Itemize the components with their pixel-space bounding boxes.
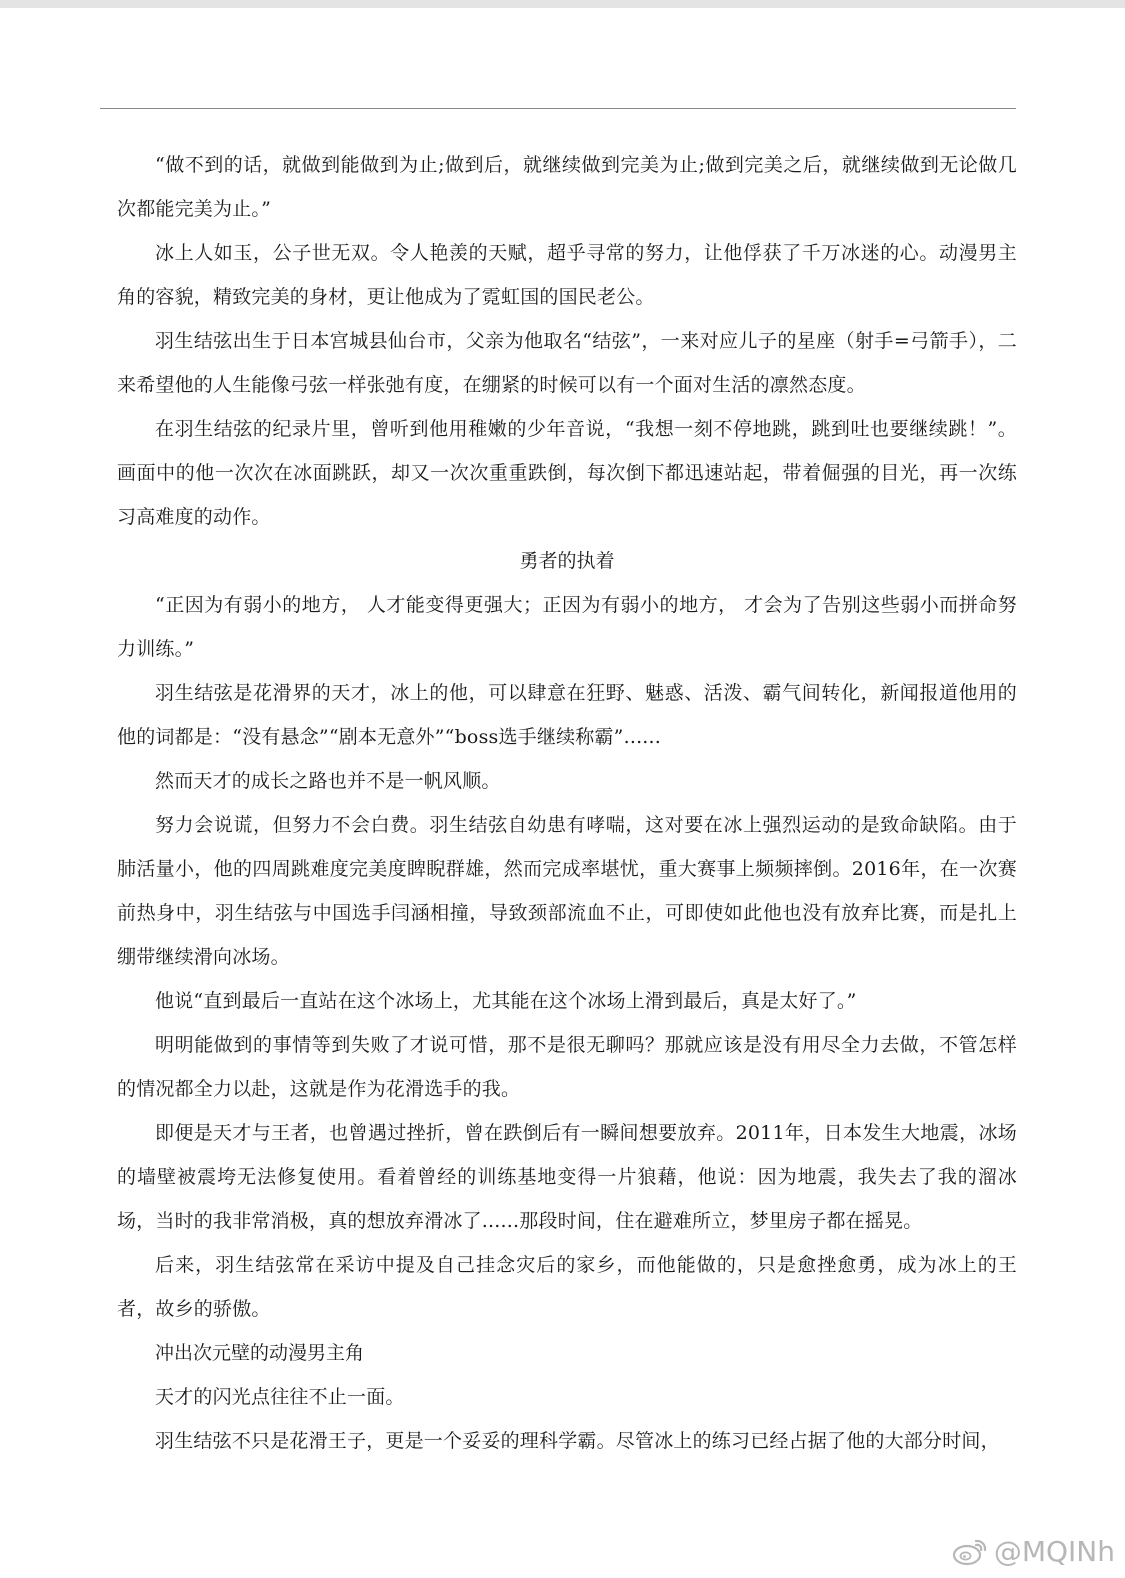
paragraph: 羽生结弦出生于日本宫城县仙台市，父亲为他取名“结弦”，一来对应儿子的星座（射手=弓箭手），二来希望他的人生能像弓弦一样张弛有度，在绷紧的时候可以有一个面对生活的凛然态度。	[117, 330, 1017, 396]
section-heading: 勇者的执着	[519, 550, 615, 572]
top-strip	[0, 0, 1125, 8]
paragraph: 他说“直到最后一直站在这个冰场上，尤其能在这个冰场上滑到最后，真是太好了。”	[155, 990, 857, 1012]
paragraph: 羽生结弦是花滑界的天才，冰上的他，可以肆意在狂野、魅惑、活泼、霸气间转化，新闻报道他用的他的词都是：“没有悬念”“剧本无意外”“boss选手继续称霸”......	[117, 682, 1017, 748]
paragraph: 天才的闪光点往往不止一面。	[155, 1386, 405, 1408]
paragraph: 即便是天才与王者，也曾遇过挫折，曾在跌倒后有一瞬间想要放弃。2011年，日本发生大地震，冰场的墙壁被震垮无法修复使用。看着曾经的训练基地变得一片狼藉，他说：因为地震，我失去了我的溜冰场，当时的我非常消极，真的想放弃滑冰了......那段时间，住在避难所立，梦里房子都在摇晃。	[117, 1122, 1017, 1232]
paragraph: 努力会说谎，但努力不会白费。羽生结弦自幼患有哮喘，这对要在冰上强烈运动的是致命缺陷。由于肺活量小，他的四周跳难度完美度睥睨群雄，然而完成率堪忧，重大赛事上频频摔倒。2016年，在一次赛前热身中，羽生结弦与中国选手闫涵相撞，导致颈部流血不止，可即使如此他也没有放弃比赛，而是扎上绷带继续滑向冰场。	[117, 814, 1017, 968]
weibo-icon	[952, 1537, 988, 1567]
section-heading: 冲出次元壁的动漫男主角	[155, 1342, 365, 1364]
document-body	[117, 143, 1017, 1463]
watermark	[952, 1535, 1115, 1568]
paragraph: 后来，羽生结弦常在采访中提及自己挂念灾后的家乡，而他能做的，只是愈挫愈勇，成为冰上的王者，故乡的骄傲。	[117, 1254, 1017, 1320]
paragraph: 明明能做到的事情等到失败了才说可惜，那不是很无聊吗？那就应该是没有用尽全力去做，不管怎样的情况都全力以赴，这就是作为花滑选手的我。	[117, 1034, 1017, 1100]
paragraph: 在羽生结弦的纪录片里，曾听到他用稚嫩的少年音说，“我想一刻不停地跳，跳到吐也要继续跳！”。画面中的他一次次在冰面跳跃，却又一次次重重跌倒，每次倒下都迅速站起，带着倔强的目光，再一次练习高难度的动作。	[117, 418, 1017, 528]
paragraph: 羽生结弦不只是花滑王子，更是一个妥妥的理科学霸。尽管冰上的练习已经占据了他的大部分时间，	[155, 1430, 1000, 1452]
paragraph: “正因为有弱小的地方， 人才能变得更强大；正因为有弱小的地方， 才会为了告别这些弱小而拼命努力训练。”	[117, 594, 1017, 660]
watermark-text: @MQINh	[993, 1535, 1115, 1568]
paragraph: 冰上人如玉，公子世无双。令人艳羡的天赋，超乎寻常的努力，让他俘获了千万冰迷的心。动漫男主角的容貌，精致完美的身材，更让他成为了霓虹国的国民老公。	[117, 242, 1017, 308]
paragraph: 然而天才的成长之路也并不是一帆风顺。	[155, 770, 501, 792]
header-rule	[100, 108, 1016, 109]
paragraph: “做不到的话，就做到能做到为止;做到后，就继续做到完美为止;做到完美之后，就继续做到无论做几次都能完美为止。”	[117, 154, 1017, 220]
